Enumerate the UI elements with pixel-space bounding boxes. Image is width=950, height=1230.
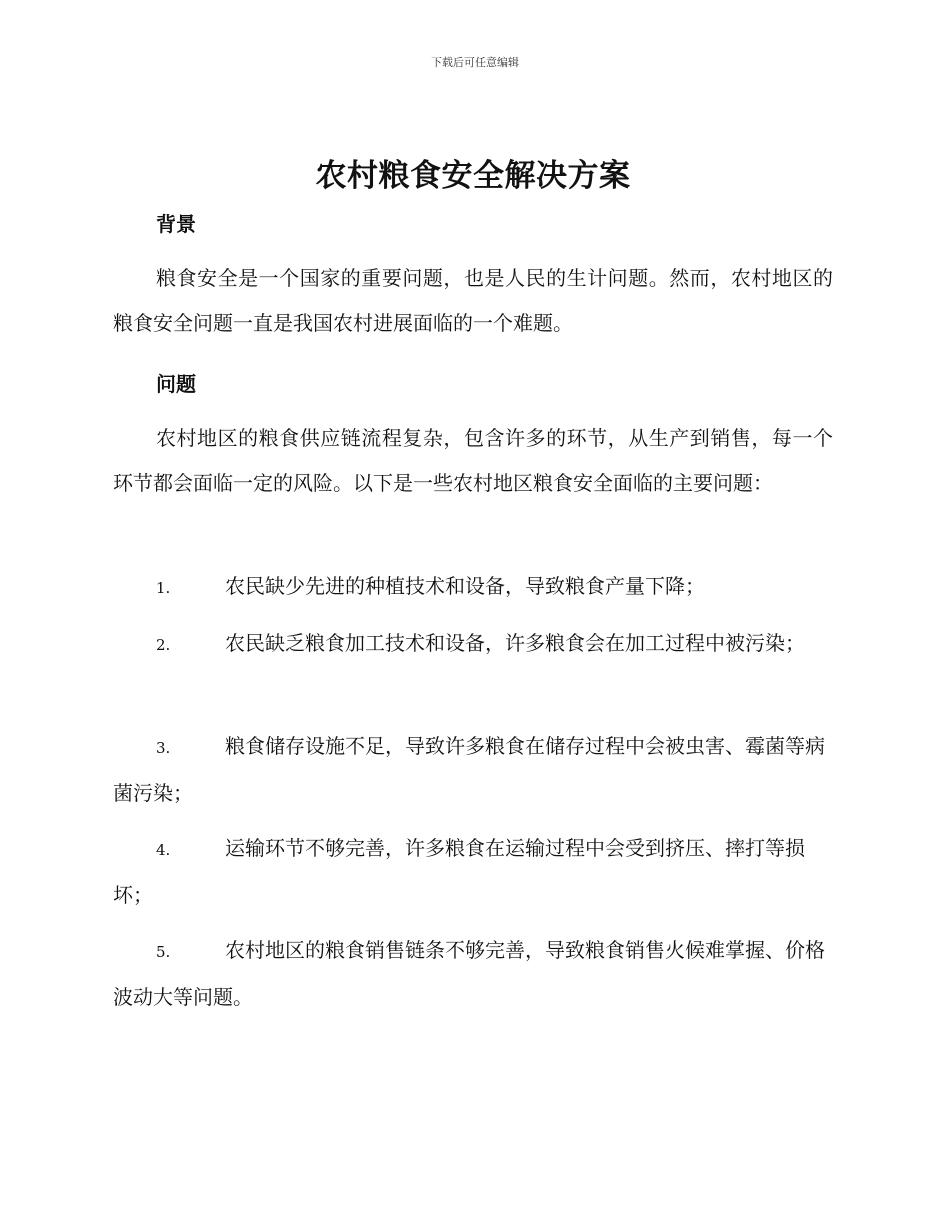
list-item-text: 农民缺少先进的种植技术和设备，导致粮食产量下降；: [225, 574, 705, 598]
list-item-number: 5.: [156, 943, 171, 961]
list-item-text: 农村地区的粮食销售链条不够完善，导致粮食销售火候难掌握、价格波动大等问题。: [113, 938, 825, 1009]
list-item-number: 1.: [156, 579, 171, 597]
list-item: [113, 724, 833, 816]
list-item: [113, 564, 833, 611]
list-item-text: 粮食储存设施不足，导致许多粮食在储存过程中会被虫害、霉菌等病菌污染；: [113, 734, 825, 805]
list-item-number: 4.: [156, 841, 171, 859]
header-note: 下载后可任意编辑: [431, 56, 519, 69]
document-title: 农村粮食安全解决方案: [315, 158, 631, 194]
list-item: [113, 621, 833, 668]
section-heading-problems: 问题: [156, 372, 196, 396]
list-item-number: 3.: [156, 739, 171, 757]
list-item-text: 运输环节不够完善，许多粮食在运输过程中会受到挤压、摔打等损坏；: [113, 836, 805, 907]
list-item: [113, 928, 833, 1020]
list-item-number: 2.: [156, 636, 171, 654]
list-item: [113, 826, 833, 918]
problems-paragraph: 农村地区的粮食供应链流程复杂，包含许多的环节，从生产到销售，每一个环节都会面临一定的风险。以下是一些农村地区粮食安全面临的主要问题：: [113, 426, 833, 495]
section-heading-background: 背景: [156, 212, 196, 236]
list-item-text: 农民缺乏粮食加工技术和设备，许多粮食会在加工过程中被污染；: [225, 631, 805, 655]
background-paragraph: 粮食安全是一个国家的重要问题，也是人民的生计问题。然而，农村地区的粮食安全问题一直是我国农村进展面临的一个难题。: [113, 266, 833, 335]
